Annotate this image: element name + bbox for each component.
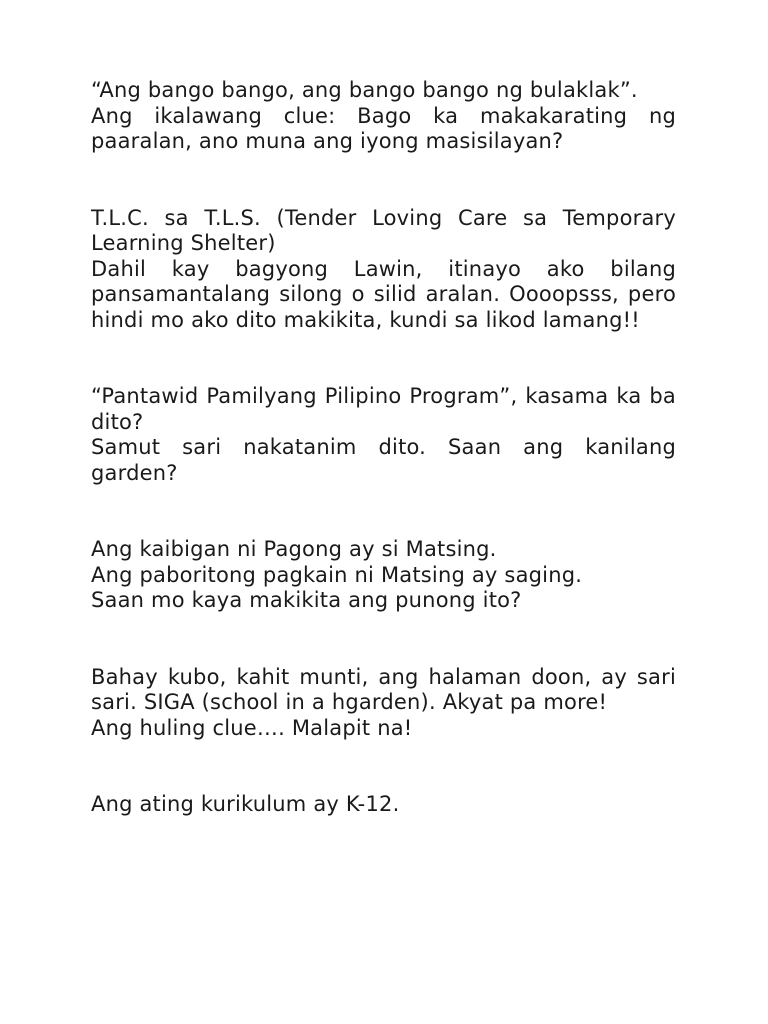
clue-block-5 [91,665,676,742]
clue-block-2 [91,206,676,334]
clue-6-line: Ang ating kurikulum ay K-12. [91,792,400,816]
clue-2-riddle: T.L.C. sa T.L.S. (Tender Loving Care sa Temporary Learning Shelter) [91,205,676,255]
clue-block-4 [91,537,676,614]
document-page [91,78,676,818]
clue-block-6 [91,792,676,818]
clue-3-question: Samut sari nakatanim dito. Saan ang kanilang garden? [91,435,676,485]
clue-4-line-2: Ang paboritong pagkain ni Matsing ay saging. [91,562,583,587]
clue-1-question: Ang ikalawang clue: Bago ka makakarating ng paaralan, ano muna ang iyong masisilayan? [91,103,676,153]
clue-block-1 [91,78,676,155]
clue-2-question: Dahil kay bagyong Lawin, itinayo ako bilang pansamantalang silong o silid aralan. Oooopsss, pero hindi mo ako dito makikita, kundi sa likod lamang!! [91,256,676,332]
clue-3-riddle: “Pantawid Pamilyang Pilipino Program”, kasama ka ba dito? [91,384,676,434]
clue-4-line-3: Saan mo kaya makikita ang punong ito? [91,588,522,612]
clue-5-riddle: Bahay kubo, kahit munti, ang halaman doon, ay sari sari. SIGA (school in a hgarden). Akyat pa more! [91,664,676,714]
clue-1-riddle: “Ang bango bango, ang bango bango ng bulaklak”. [91,78,638,102]
clue-block-3 [91,384,676,486]
clue-5-note: Ang huling clue…. Malapit na! [91,715,413,740]
clue-4-line-1: Ang kaibigan ni Pagong ay si Matsing. [91,537,497,561]
